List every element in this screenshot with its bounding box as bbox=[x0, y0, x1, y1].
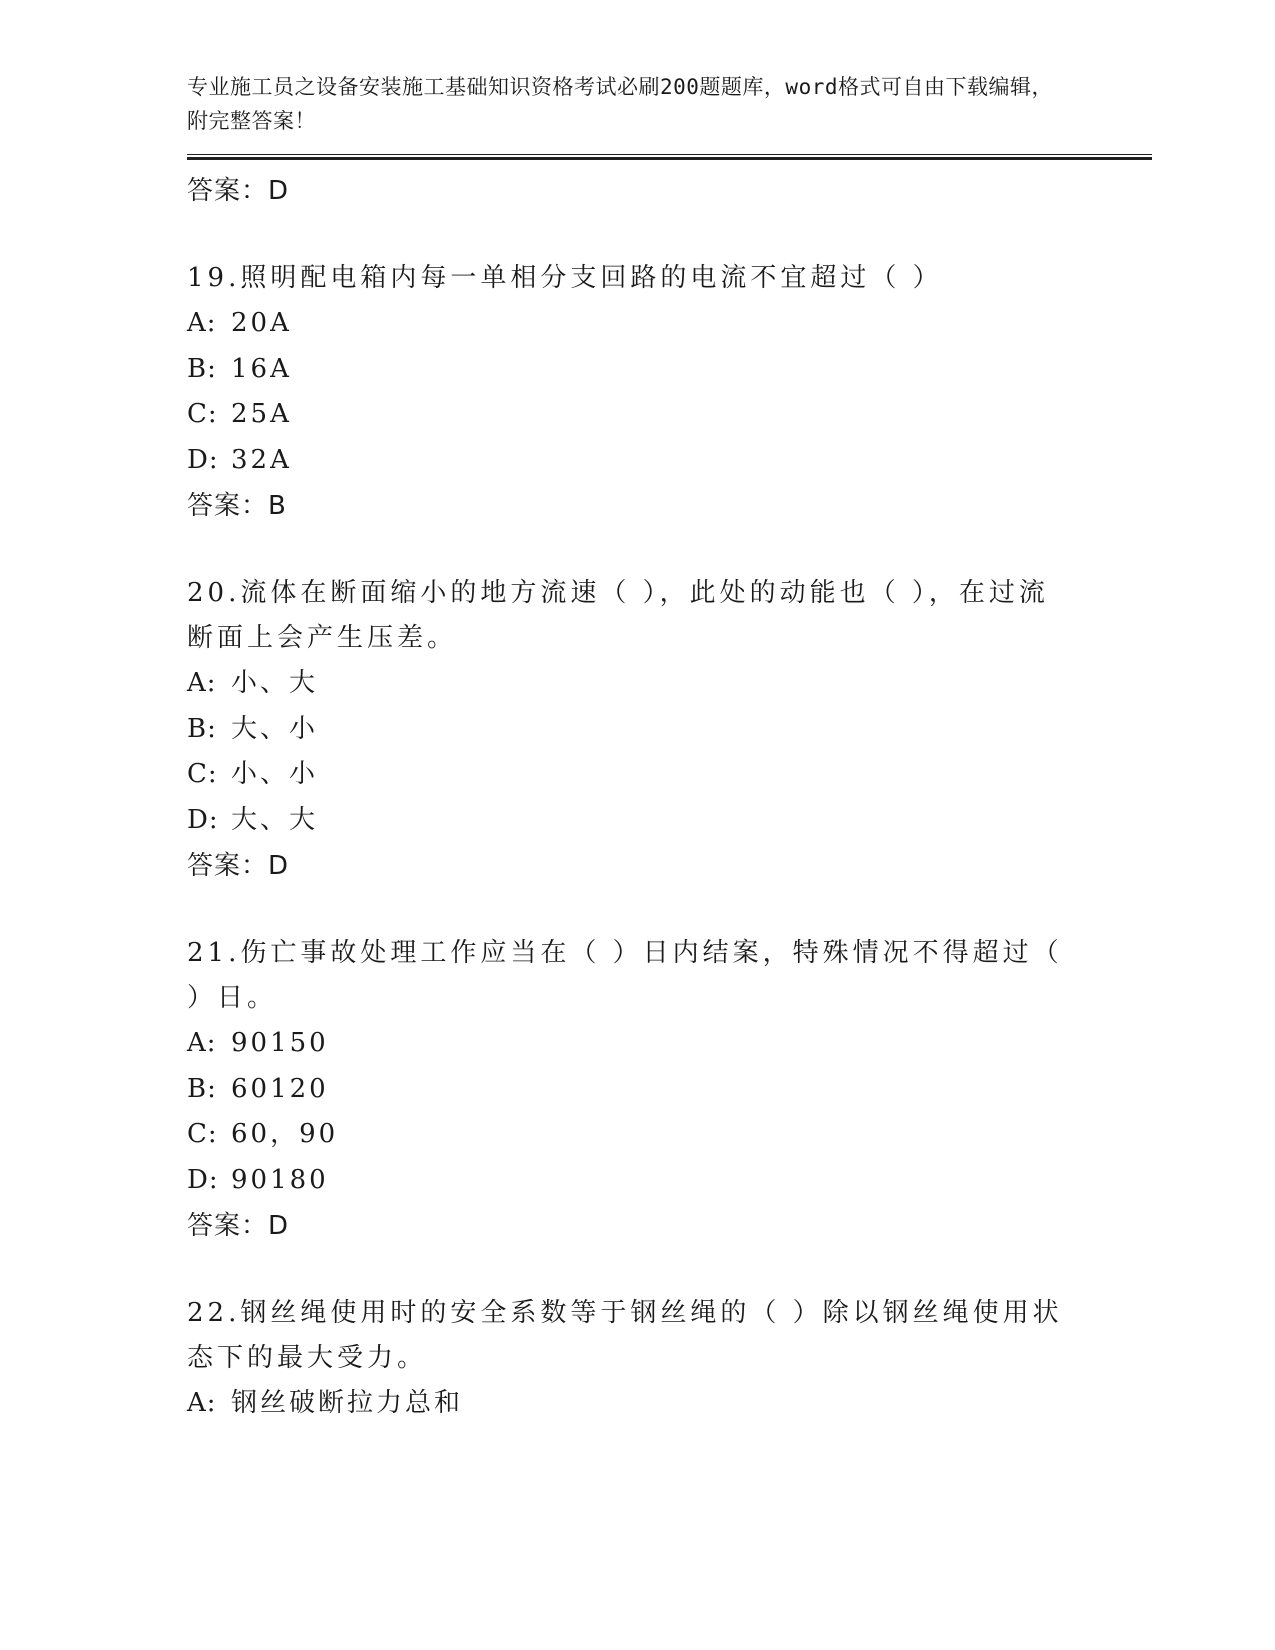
option-text: 90150 bbox=[231, 1028, 329, 1058]
option-text: 60，90 bbox=[231, 1119, 339, 1149]
option-letter: D: bbox=[187, 444, 219, 475]
option-a bbox=[187, 1021, 1152, 1067]
option-b bbox=[187, 707, 1152, 753]
option-letter: B: bbox=[187, 713, 217, 744]
option-text: 25A bbox=[231, 399, 292, 429]
question-stem: 22.钢丝绳使用时的安全系数等于钢丝绳的（ ）除以钢丝绳使用状态下的最大受力。 bbox=[187, 1298, 1063, 1373]
option-letter: B: bbox=[187, 353, 217, 384]
option-letter: D: bbox=[187, 804, 219, 835]
question-stem: 19.照明配电箱内每一单相分支回路的电流不宜超过（ ） bbox=[187, 263, 943, 293]
option-letter: D: bbox=[187, 1164, 219, 1195]
answer-line: 答案：D bbox=[187, 176, 290, 206]
option-letter: C: bbox=[187, 759, 218, 789]
document-page bbox=[187, 70, 1152, 1427]
option-letter: A: bbox=[187, 1028, 217, 1058]
option-text: 90180 bbox=[231, 1164, 329, 1195]
option-text: 大、小 bbox=[231, 713, 319, 744]
option-letter: A: bbox=[187, 308, 217, 338]
option-c bbox=[187, 1112, 1152, 1158]
option-b bbox=[187, 1067, 1152, 1113]
question-stem: 20.流体在断面缩小的地方流速（ ），此处的动能也（ ），在过流断面上会产生压差。 bbox=[187, 578, 1049, 653]
answer-line: 答案：B bbox=[187, 491, 287, 521]
header-divider bbox=[187, 154, 1152, 160]
option-c bbox=[187, 752, 1152, 798]
option-letter: C: bbox=[187, 399, 218, 429]
option-a bbox=[187, 661, 1152, 707]
option-d bbox=[187, 1158, 1152, 1204]
option-text: 32A bbox=[231, 444, 292, 475]
option-d bbox=[187, 798, 1152, 844]
option-text: 钢丝破断拉力总和 bbox=[231, 1388, 464, 1418]
option-text: 60120 bbox=[231, 1073, 329, 1104]
option-text: 大、大 bbox=[231, 804, 319, 835]
option-d bbox=[187, 438, 1152, 484]
option-a bbox=[187, 301, 1152, 347]
question-19 bbox=[187, 256, 1152, 529]
option-text: 小、大 bbox=[231, 668, 319, 698]
option-c bbox=[187, 392, 1152, 438]
option-text: 20A bbox=[231, 308, 292, 338]
option-b bbox=[187, 347, 1152, 393]
option-letter: A: bbox=[187, 668, 217, 698]
option-letter: A: bbox=[187, 1388, 217, 1418]
document-header-title: 专业施工员之设备安装施工基础知识资格考试必刷200题题库，word格式可自由下载编辑，附完整答案！ bbox=[187, 75, 1053, 133]
question-22 bbox=[187, 1291, 1152, 1427]
answer-line: 答案：D bbox=[187, 1211, 290, 1241]
option-text: 小、小 bbox=[231, 759, 319, 789]
option-letter: B: bbox=[187, 1073, 217, 1104]
option-letter: C: bbox=[187, 1119, 218, 1149]
question-20 bbox=[187, 571, 1152, 889]
answer-line: 答案：D bbox=[187, 851, 290, 881]
option-text: 16A bbox=[231, 353, 292, 384]
question-stem: 21.伤亡事故处理工作应当在（ ）日内结案，特殊情况不得超过（ ）日。 bbox=[187, 938, 1063, 1013]
option-a bbox=[187, 1381, 1152, 1427]
question-21 bbox=[187, 931, 1152, 1249]
